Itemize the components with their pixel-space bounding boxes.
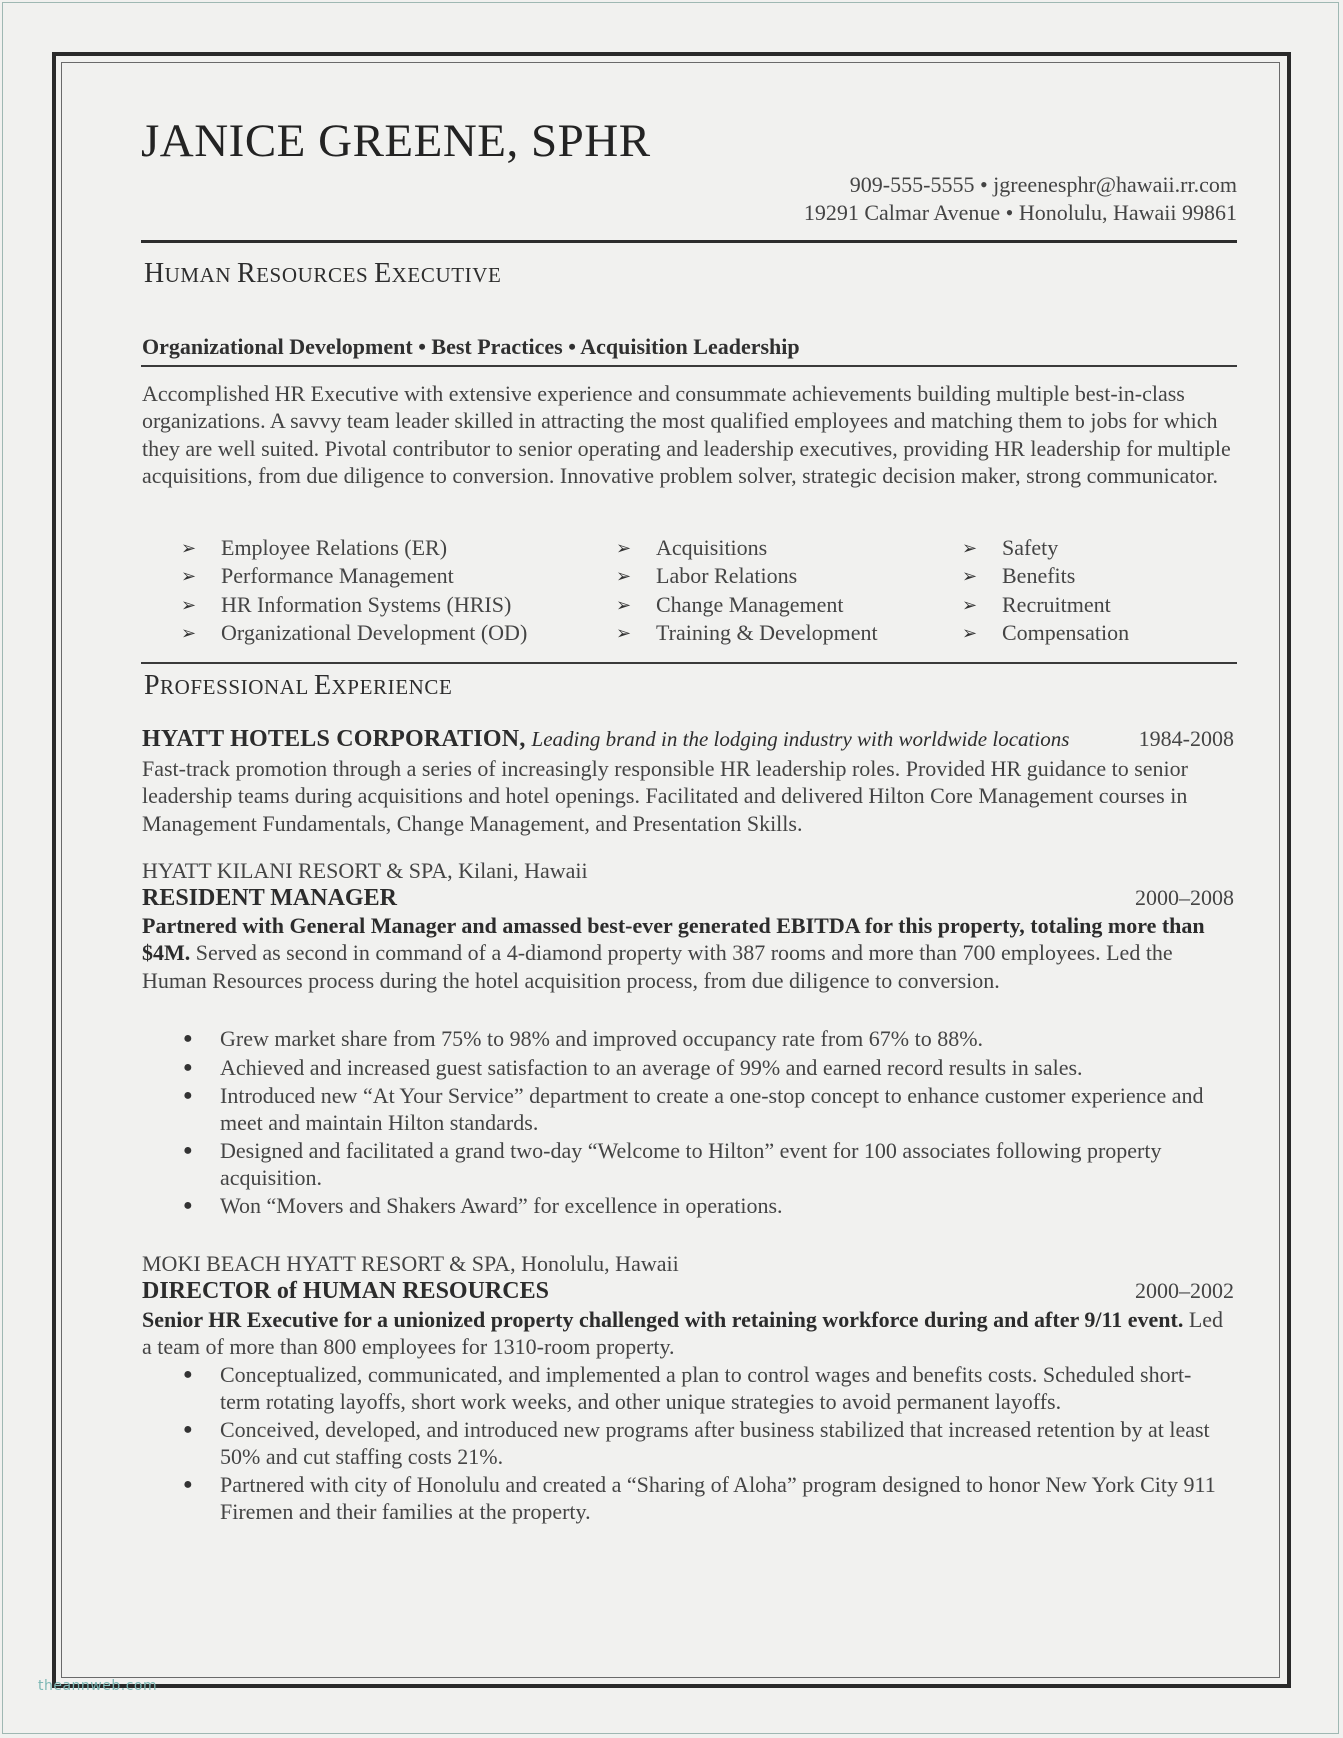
bullet-dot-icon: ● xyxy=(183,1030,193,1047)
role-years: 2000–2002 xyxy=(1135,1278,1234,1303)
bullet-dot-icon: ● xyxy=(183,1142,193,1159)
heading-part: ROFESSIONAL xyxy=(159,675,315,699)
arrow-bullet-icon: ➢ xyxy=(616,538,632,558)
heading-initial: E xyxy=(314,670,332,701)
skill-item xyxy=(181,534,527,562)
heading-part: ESOURCES xyxy=(256,263,375,287)
bullet-dot-icon: ● xyxy=(183,1476,193,1493)
candidate-name: JANICE GREENE, SPHR xyxy=(141,115,651,167)
achievement-text: Won “Movers and Shakers Award” for excellence in operations. xyxy=(220,1193,783,1218)
heading-initial: P xyxy=(144,670,160,701)
arrow-bullet-icon: ➢ xyxy=(616,566,632,587)
arrow-bullet-icon: ➢ xyxy=(181,538,197,558)
role-summary xyxy=(142,912,1238,994)
header-divider xyxy=(141,240,1237,243)
role-row xyxy=(142,1278,1234,1305)
skill-label: Recruitment xyxy=(1002,591,1111,617)
achievement-text: Introduced new “At Your Service” department to create a one-stop concept to enhance customer experience and meet and maintain Hilton standards. xyxy=(220,1083,1204,1135)
contact-address: 19291 Calmar Avenue • Honolulu, Hawaii 99861 xyxy=(803,200,1237,225)
focus-divider xyxy=(141,365,1237,367)
list-item xyxy=(183,1417,1230,1470)
experience-divider xyxy=(141,662,1237,664)
skill-label: Safety xyxy=(1002,535,1059,560)
role-achievements xyxy=(183,1362,1230,1527)
role-summary xyxy=(142,1306,1238,1361)
bullet-dot-icon: ● xyxy=(183,1421,193,1438)
arrow-bullet-icon: ➢ xyxy=(962,538,978,558)
skills-column-3 xyxy=(962,534,1129,647)
role-summary-highlight: Partnered with General Manager and amassed best-ever generated EBITDA for this property, totaling more than $4M. xyxy=(142,913,1205,966)
arrow-bullet-icon: ➢ xyxy=(962,566,978,587)
bullet-dot-icon: ● xyxy=(183,1087,193,1104)
skill-item xyxy=(181,619,527,647)
skill-label: Change Management xyxy=(656,591,844,617)
arrow-bullet-icon: ➢ xyxy=(962,622,978,643)
skill-item xyxy=(962,562,1129,590)
company-description: Fast-track promotion through a series of increasingly responsible HR leadership roles. Provided HR guidance to senior leadership teams during acquisitions and hotel openings. Facilitated and delivered Hilton Core Management courses in Management Fundamentals, Change Management, and Presentation Skills. xyxy=(142,756,1188,836)
skills-column-1 xyxy=(181,534,527,647)
achievement-text: Achieved and increased guest satisfaction to an average of 99% and earned record results in sales. xyxy=(220,1054,1083,1080)
skill-item xyxy=(962,619,1129,647)
achievement-text: Grew market share from 75% to 98% and improved occupancy rate from 67% to 88%. xyxy=(220,1026,984,1051)
role-achievements xyxy=(183,1026,1230,1222)
company-tagline: Leading brand in the lodging industry with worldwide locations xyxy=(531,727,1070,751)
achievement-text: Conceived, developed, and introduced new programs after business stabilized that increased retention by at least 50% and cut staffing costs 21%. xyxy=(220,1417,1210,1469)
skill-label: Training & Development xyxy=(656,619,878,645)
skill-label: Compensation xyxy=(1002,619,1130,645)
list-item xyxy=(183,1138,1230,1191)
role-title: RESIDENT MANAGER xyxy=(142,885,397,911)
heading-part: XECUTIVE xyxy=(391,263,502,287)
focus-areas: Organizational Development • Best Practices • Acquisition Leadership xyxy=(142,334,800,359)
skill-item xyxy=(616,562,878,590)
list-item xyxy=(183,1193,1230,1220)
arrow-bullet-icon: ➢ xyxy=(616,622,632,643)
heading-part: XPERIENCE xyxy=(331,675,453,699)
company-name: HYATT HOTELS CORPORATION, xyxy=(142,726,526,752)
heading-initial: E xyxy=(374,258,392,289)
company-row xyxy=(142,726,1234,753)
list-item xyxy=(183,1054,1230,1082)
skill-label: Employee Relations (ER) xyxy=(221,535,448,560)
skill-label: HR Information Systems (HRIS) xyxy=(221,591,512,617)
list-item xyxy=(183,1026,1230,1053)
skill-item xyxy=(181,562,527,590)
heading-initial: R xyxy=(237,258,257,289)
arrow-bullet-icon: ➢ xyxy=(181,622,197,643)
list-item xyxy=(183,1472,1230,1525)
role-row xyxy=(142,885,1234,912)
achievement-text: Conceptualized, communicated, and implemented a plan to control wages and benefits costs. Scheduled short-term rotating layoffs, short work weeks, and other unique strategies to avoid permanent layoffs. xyxy=(220,1362,1192,1414)
skill-label: Performance Management xyxy=(221,563,454,589)
skill-label: Organizational Development (OD) xyxy=(221,619,528,645)
role-location: MOKI BEACH HYATT RESORT & SPA, Honolulu, Hawaii xyxy=(142,1251,679,1276)
role-title: DIRECTOR of HUMAN RESOURCES xyxy=(142,1278,549,1304)
list-item xyxy=(183,1083,1230,1136)
role-location: HYATT KILANI RESORT & SPA, Kilani, Hawaii xyxy=(142,858,588,883)
bullet-dot-icon: ● xyxy=(183,1058,193,1076)
contact-phone-email: 909-555-5555 • jgreenesphr@hawaii.rr.com xyxy=(849,172,1237,197)
arrow-bullet-icon: ➢ xyxy=(181,566,197,587)
summary-heading xyxy=(144,258,501,290)
bullet-dot-icon: ● xyxy=(183,1197,193,1214)
bullet-dot-icon: ● xyxy=(183,1366,193,1383)
skill-label: Acquisitions xyxy=(656,535,768,560)
skill-item xyxy=(616,591,878,619)
skill-label: Benefits xyxy=(1002,563,1076,589)
skill-item xyxy=(962,534,1129,562)
role-years: 2000–2008 xyxy=(1135,885,1234,910)
arrow-bullet-icon: ➢ xyxy=(616,594,632,615)
skills-column-2 xyxy=(616,534,878,647)
skill-item xyxy=(616,534,878,562)
arrow-bullet-icon: ➢ xyxy=(181,594,197,615)
list-item xyxy=(183,1362,1230,1415)
watermark: theannweb.com xyxy=(38,1678,158,1694)
skill-item xyxy=(181,591,527,619)
experience-heading xyxy=(144,670,452,702)
skill-label: Labor Relations xyxy=(656,563,798,589)
role-summary-text: Led a team of more than 800 employees for 1310-room property. xyxy=(142,1307,1224,1360)
heading-initial: H xyxy=(144,258,165,289)
skill-item xyxy=(962,591,1129,619)
arrow-bullet-icon: ➢ xyxy=(962,594,978,615)
heading-part: UMAN xyxy=(164,263,238,287)
skill-item xyxy=(616,619,878,647)
achievement-text: Designed and facilitated a grand two-day “Welcome to Hilton” event for 100 associates following property acquisition. xyxy=(220,1138,1162,1190)
achievement-text: Partnered with city of Honolulu and created a “Sharing of Aloha” program designed to honor New York City 911 Firemen and their families at the property. xyxy=(220,1472,1216,1524)
role-summary-text: Served as second in command of a 4-diamond property with 387 rooms and more than 700 employees. Led the Human Resources process during the hotel acquisition process, from due diligence to conversion. xyxy=(142,940,1173,993)
company-years: 1984-2008 xyxy=(1138,726,1234,751)
role-summary-highlight: Senior HR Executive for a unionized property challenged with retaining workforce during and after 9/11 event. xyxy=(142,1307,1184,1332)
summary-paragraph: Accomplished HR Executive with extensive experience and consummate achievements building multiple best-in-class organizations. A savvy team leader skilled in attracting the most qualified employees and matching them to jobs for which they are well suited. Pivotal contributor to senior operating and leadership executives, providing HR leadership for multiple acquisitions, from due diligence to conversion. Innovative problem solver, strategic decision maker, strong communicator. xyxy=(142,381,1231,488)
